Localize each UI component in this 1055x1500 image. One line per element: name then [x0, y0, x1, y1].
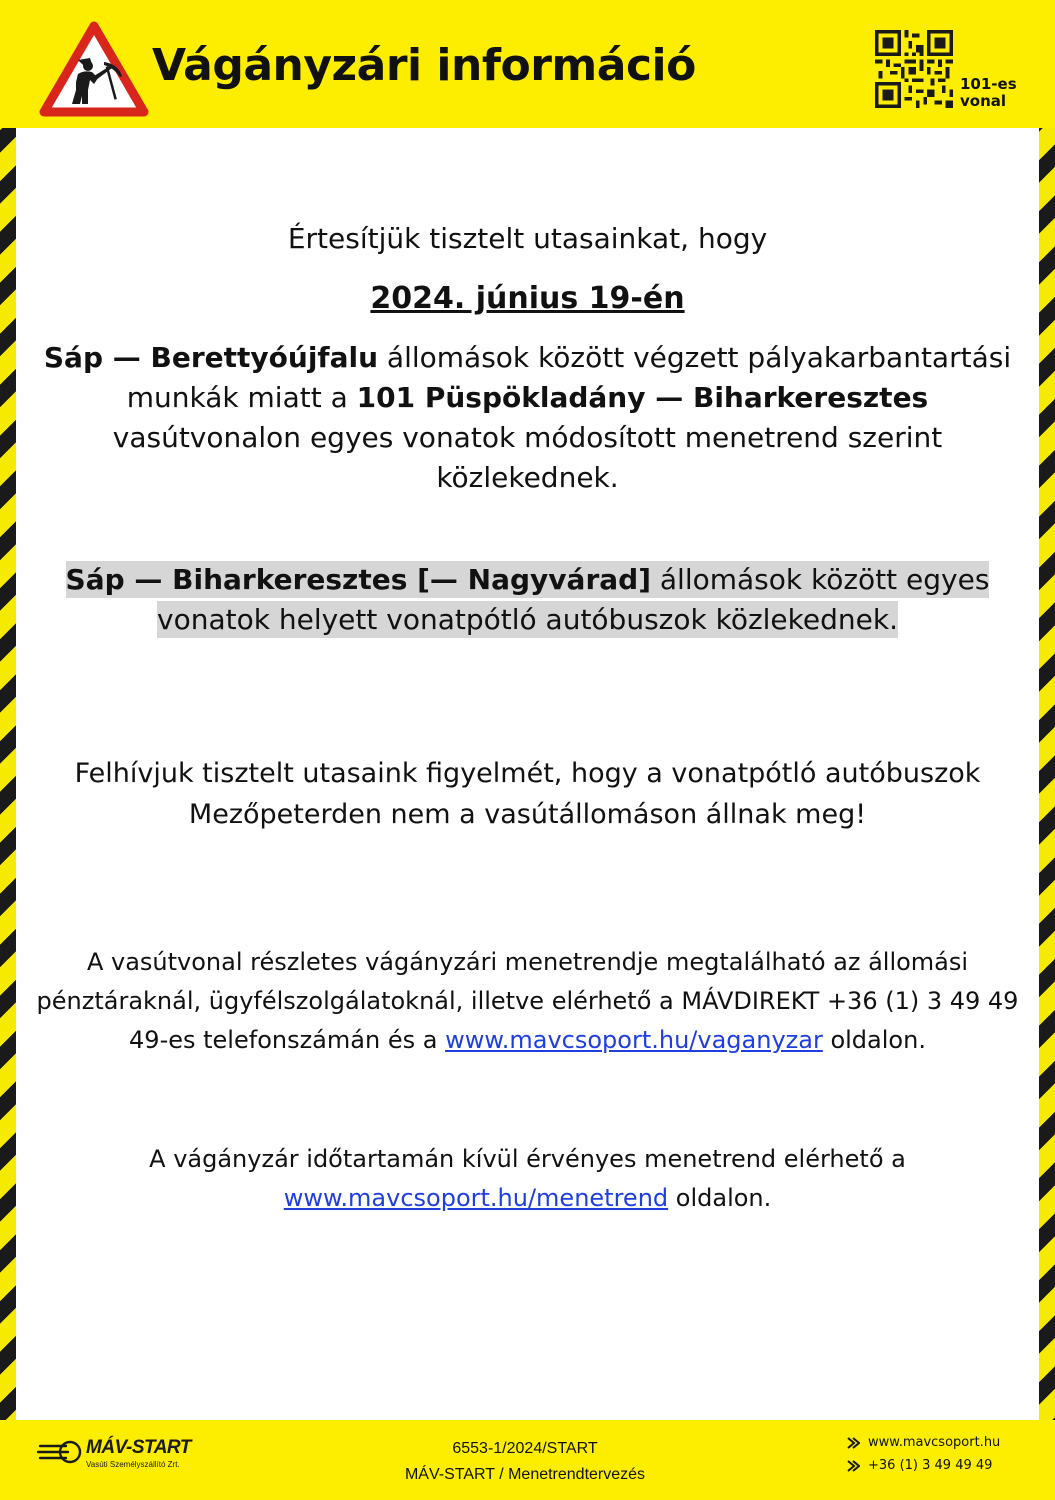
footer-contacts — [846, 1431, 1046, 1477]
mav-start-logo — [36, 1434, 216, 1474]
footer-document-info — [330, 1436, 720, 1488]
bus-text: állomások között egyes vonatok helyett vonatpótló autóbuszok közlekednek. — [157, 563, 990, 636]
department-name: MÁV-START / Menetrendtervezés — [404, 1466, 646, 1483]
menetrend-link[interactable]: www.mavcsoport.hu/menetrend — [283, 1184, 669, 1212]
railway-line: 101 Püspökladány — Biharkeresztes — [356, 381, 929, 414]
logo-subtitle: Vasúti Személyszállító Zrt. — [86, 1460, 180, 1469]
chevron-right-icon — [846, 1460, 860, 1472]
phone-contact[interactable] — [846, 1454, 1046, 1477]
closure-date: 2024. június 19-én — [370, 281, 685, 316]
logo-name: MÁV-START — [86, 1437, 191, 1458]
timetable-info-suffix: oldalon. — [822, 1026, 926, 1054]
regular-timetable-paragraph — [30, 1140, 1025, 1218]
chevron-right-icon — [846, 1437, 860, 1449]
page-title: Vágányzári információ — [152, 40, 696, 91]
qr-code-icon[interactable] — [875, 30, 953, 108]
main-text-1: állomások között végzett pályakarbantartási munkák miatt a — [126, 341, 1012, 414]
regular-timetable-suffix: oldalon. — [668, 1184, 772, 1212]
mezopeterd-note: Felhívjuk tisztelt utasaink figyelmét, hogy a vonatpótló autóbuszok Mezőpeterden nem a vasútállomáson állnak meg! — [74, 758, 981, 830]
timetable-info-paragraph — [30, 943, 1025, 1060]
phone-text: +36 (1) 3 49 49 49 — [868, 1458, 993, 1473]
bus-route: Sáp — Biharkeresztes [— Nagyvárad] — [65, 563, 651, 596]
website-text: www.mavcsoport.hu — [868, 1435, 1001, 1450]
bus-replacement-paragraph — [30, 560, 1025, 640]
main-text-2: vasútvonalon egyes vonatok módosított menetrend szerint közlekednek. — [112, 421, 943, 494]
intro-text: Értesítjük tisztelt utasainkat, hogy — [287, 222, 768, 255]
line-label: 101-es vonal — [960, 75, 1017, 110]
website-contact[interactable] — [846, 1431, 1046, 1454]
document-number: 6553-1/2024/START — [452, 1440, 598, 1457]
main-paragraph — [30, 338, 1025, 498]
regular-timetable-text: A vágányzár időtartamán kívül érvényes menetrend elérhető a — [149, 1145, 906, 1173]
mav-start-emblem-icon — [36, 1434, 84, 1474]
timetable-info-text: A vasútvonal részletes vágányzári menetrendje megtalálható az állomási pénztáraknál, ügyfélszolgálatoknál, illetve elérhető a MÁVDIREKT +36 (1) 3 49 49 49-es telefonszámán és a — [36, 948, 1019, 1054]
worker-warning-triangle-icon — [38, 20, 150, 118]
vaganyzar-link[interactable]: www.mavcsoport.hu/vaganyzar — [445, 1026, 823, 1054]
closure-route: Sáp — Berettyóújfalu — [43, 341, 379, 374]
